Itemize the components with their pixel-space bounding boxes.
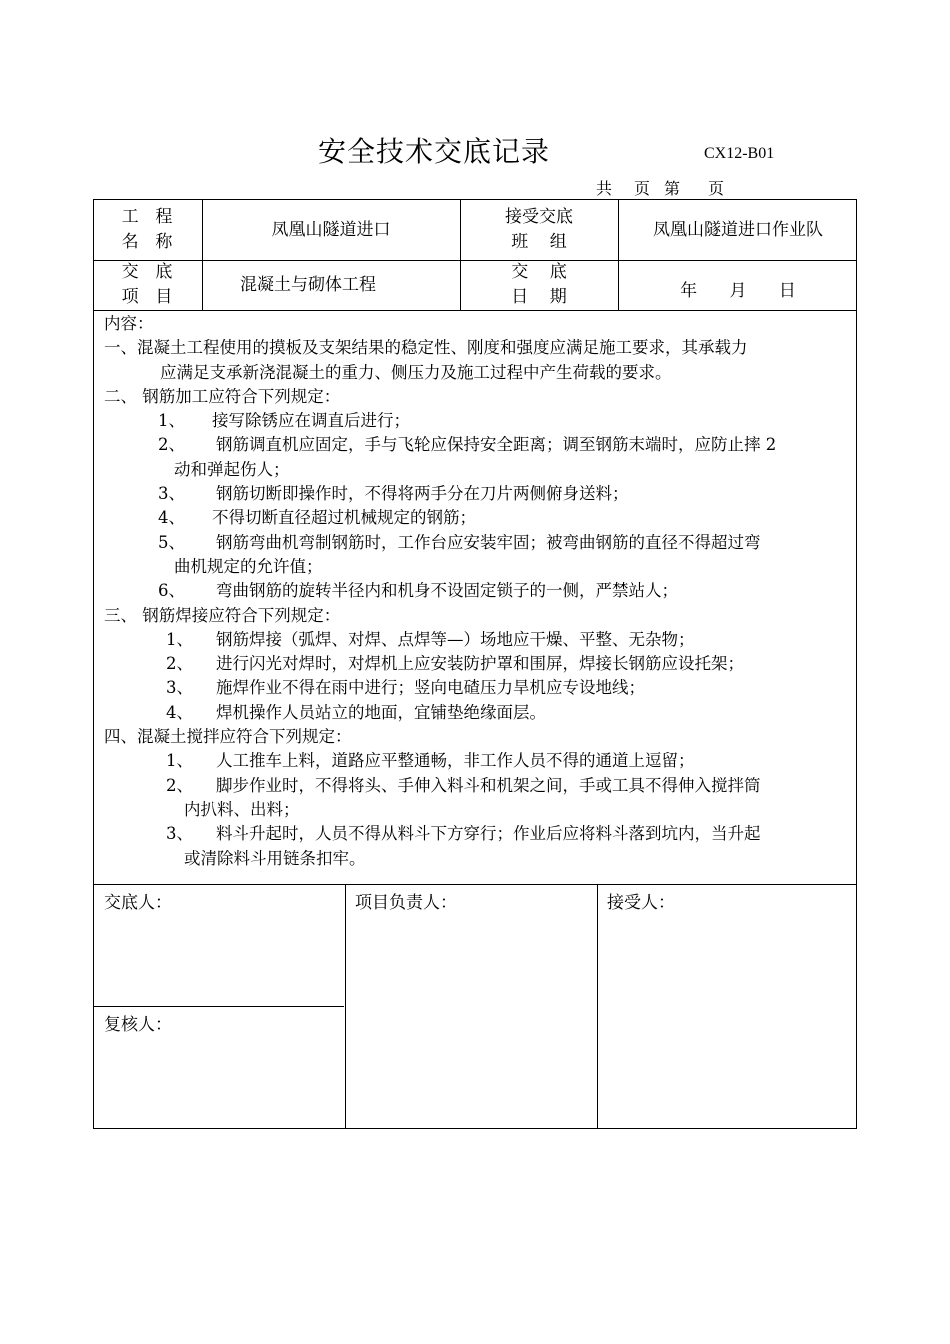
disclosure-date-label: 交 底 日 期 xyxy=(511,262,567,307)
item-number: 3、 xyxy=(166,678,193,698)
list-item xyxy=(104,822,852,846)
receiving-team-label: 接受交底 班 组 xyxy=(505,207,573,252)
project-name-value: 凤凰山隧道进口 xyxy=(271,219,391,240)
receiving-team-value: 凤凰山隧道进口作业队 xyxy=(653,219,823,240)
item-number: 2、 xyxy=(166,654,193,674)
list-item xyxy=(104,652,852,676)
discloser-label: 交底人： xyxy=(104,893,172,913)
list-item-continuation: 或清除料斗用链条扣牢。 xyxy=(184,848,366,868)
list-item-continuation: 动和弹起伤人； xyxy=(174,459,290,479)
list-item xyxy=(104,409,852,433)
item-text: 脚步作业时，不得将头、手伸入料斗和机架之间，手或工具不得伸入搅拌筒 xyxy=(216,775,761,795)
item-text: 不得切断直径超过机械规定的钢筋； xyxy=(212,508,476,528)
disclosure-item-label: 交 底 项 目 xyxy=(121,262,175,307)
item-text: 钢筋焊接（弧焊、对焊、点焊等—）场地应干燥、平整、无杂物； xyxy=(216,629,695,649)
disclosure-item-value: 混凝土与砌体工程 xyxy=(240,274,376,295)
col-divider xyxy=(345,884,346,1129)
project-name-label: 工 程 名 称 xyxy=(121,207,175,252)
reviewer-label: 复核人： xyxy=(104,1015,172,1035)
item-text: 料斗升起时，人员不得从料斗下方穿行；作业后应将料斗落到坑内，当升起 xyxy=(216,824,761,844)
list-item xyxy=(104,749,852,773)
section-1-line-2: 应满足支承新浇混凝土的重力、侧压力及施工过程中产生荷载的要求。 xyxy=(160,362,672,382)
item-number: 1、 xyxy=(166,751,193,771)
disclosure-table xyxy=(93,199,857,1129)
document-code: CX12-B01 xyxy=(704,145,775,162)
item-text: 进行闪光对焊时，对焊机上应安装防护罩和围屏，焊接长钢筋应设托架； xyxy=(216,654,744,674)
list-item xyxy=(104,531,852,555)
section-1-line-1: 一、混凝土工程使用的摸板及支架结果的稳定性、刚度和强度应满足施工要求，其承载力 xyxy=(104,338,748,358)
document-title: 安全技术交底记录 xyxy=(318,135,551,168)
item-number: 2、 xyxy=(158,435,185,455)
item-text: 接写除锈应在调直后进行； xyxy=(212,411,410,431)
item-text: 焊机操作人员站立的地面，宜铺垫绝缘面层。 xyxy=(216,702,546,722)
item-text: 钢筋调直机应固定，手与飞轮应保持安全距离；调至钢筋末端时，应防止摔 2 xyxy=(216,435,777,455)
col-divider xyxy=(597,884,598,1129)
row-divider xyxy=(94,310,856,311)
item-text: 人工推车上料，道路应平整通畅，非工作人员不得的通道上逗留； xyxy=(216,751,695,771)
list-item xyxy=(104,676,852,700)
content-heading: 内容： xyxy=(104,314,154,333)
page-count-line xyxy=(596,176,724,199)
list-item xyxy=(104,628,852,652)
item-number: 1、 xyxy=(166,629,193,649)
page-number-suffix: 页 xyxy=(708,179,725,198)
list-item-continuation: 曲机规定的允许值； xyxy=(174,556,323,576)
disclosure-date-value: 年 月 日 xyxy=(680,280,796,301)
item-number: 4、 xyxy=(158,508,185,528)
item-number: 3、 xyxy=(158,484,185,504)
item-number: 1、 xyxy=(158,411,185,431)
item-number: 5、 xyxy=(158,532,185,552)
list-item xyxy=(104,579,852,603)
item-text: 弯曲钢筋的旋转半径内和机身不设固定锁子的一侧，严禁站人； xyxy=(216,581,678,601)
section-3-heading: 三、 钢筋焊接应符合下列规定： xyxy=(104,605,341,625)
list-item xyxy=(104,482,852,506)
receiver-label: 接受人： xyxy=(607,893,675,913)
list-item xyxy=(104,701,852,725)
list-item xyxy=(104,433,852,457)
section-2-heading: 二、 钢筋加工应符合下列规定： xyxy=(104,386,341,406)
row-divider xyxy=(94,884,856,885)
list-item xyxy=(104,506,852,530)
page-number-prefix: 第 xyxy=(664,179,681,198)
content-block xyxy=(104,312,852,871)
item-number: 3、 xyxy=(166,824,193,844)
item-text: 钢筋弯曲机弯制钢筋时，工作台应安装牢固；被弯曲钢筋的直径不得超过弯 xyxy=(216,532,761,552)
page-total-prefix: 共 xyxy=(596,179,613,198)
project-lead-label: 项目负责人： xyxy=(355,893,457,913)
list-item-continuation: 内扒料、出料； xyxy=(184,799,300,819)
row-divider xyxy=(94,1006,344,1007)
list-item xyxy=(104,774,852,798)
item-text: 钢筋切断即操作时，不得将两手分在刀片两侧俯身送料； xyxy=(216,484,629,504)
item-text: 施焊作业不得在雨中进行；竖向电碴压力旱机应专设地线； xyxy=(216,678,645,698)
page-total-suffix: 页 xyxy=(634,179,651,198)
item-number: 2、 xyxy=(166,775,193,795)
item-number: 4、 xyxy=(166,702,193,722)
item-number: 6、 xyxy=(158,581,185,601)
section-4-heading: 四、混凝土搅拌应符合下列规定： xyxy=(104,727,352,747)
